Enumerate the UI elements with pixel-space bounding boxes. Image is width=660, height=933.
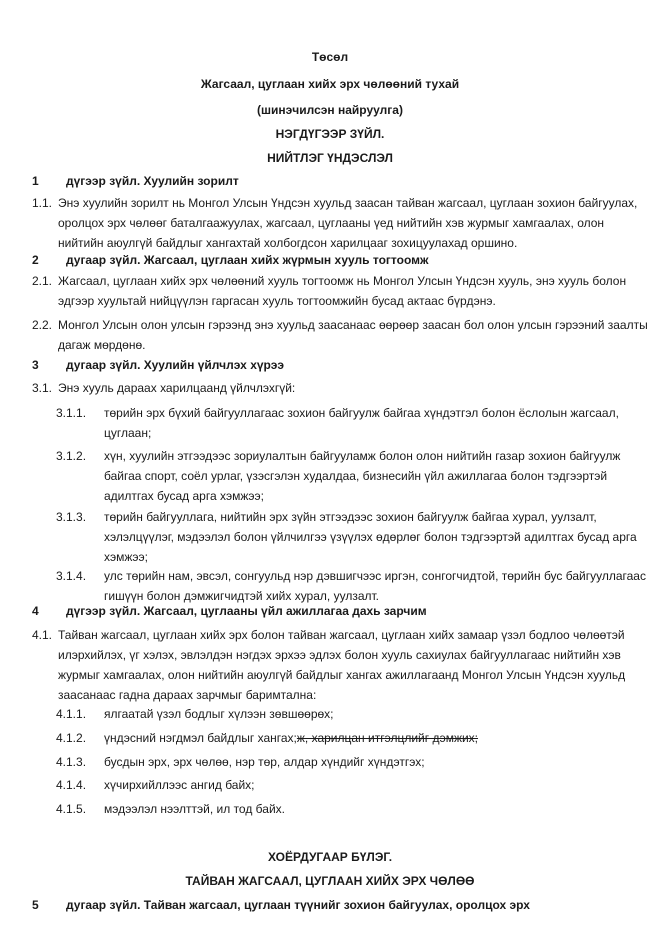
subparagraph-4-1-2 xyxy=(56,728,478,748)
subparagraph-number: 4.1.4. xyxy=(56,778,87,792)
subparagraph-4-1-1 xyxy=(56,704,334,724)
law-subtitle: (шинэчилсэн найруулга) xyxy=(257,103,403,117)
article-3-heading xyxy=(32,358,284,372)
paragraph-text: Монгол Улсын олон улсын гэрээнд энэ хуульд заасанаас өөрөөр заасан бол олон улсын гэрээний заалты xyxy=(58,318,648,332)
paragraph-text: оролцох эрх чөлөөг баталгаажуулах, жагсаал, цуглааны үед нийтийн хэв журмыг хамгаалах, олон xyxy=(58,216,605,230)
subparagraph-text: бусдын эрх, эрх чөлөө, нэр төр, алдар хүндийг хүндэтгэх; xyxy=(104,755,425,769)
subparagraph-3-1-4 xyxy=(56,566,646,606)
subparagraph-text: хүчирхийллээс ангид байх; xyxy=(104,778,255,792)
article-5-heading xyxy=(32,898,530,912)
subparagraph-text: хүн, хуулийн этгээдээс зориулалтын байгууламж болон олон нийтийн газар зохион байгуулж xyxy=(104,449,621,463)
struck-through-text: ж, харилцан итгэлцлийг дэмжих; xyxy=(296,731,479,745)
paragraph-text: дагаж мөрдөнө. xyxy=(58,338,146,352)
paragraph-3-1 xyxy=(32,378,295,398)
paragraph-number: 2.1. xyxy=(32,274,53,288)
subparagraph-4-1-4 xyxy=(56,775,255,795)
subparagraph-text: адилтгах бусад арга хэмжээ; xyxy=(104,489,264,503)
subparagraph-number: 4.1.5. xyxy=(56,802,87,816)
article-number: 1 xyxy=(32,174,39,188)
article-number: 2 xyxy=(32,253,39,267)
subparagraph-text: ялгаатай үзэл бодлыг хүлээн зөвшөөрөх; xyxy=(104,707,334,721)
paragraph-text: илэрхийлэх, үг хэлэх, эвлэлдэн нэгдэх эрхээ эдлэх болон хууль сахиулах байгууллагаас нийтийн хэв xyxy=(58,648,621,662)
subparagraph-4-1-3 xyxy=(56,752,425,772)
article-number: 3 xyxy=(32,358,39,372)
law-title: Жагсаал, цуглаан хийх эрх чөлөөний тухай xyxy=(200,77,460,91)
paragraph-text: заасанаас гадна дараах зарчмыг баримтална: xyxy=(58,688,317,702)
paragraph-text: Жагсаал, цуглаан хийх эрх чөлөөний хууль тогтоомж нь Монгол Улсын Үндсэн хууль, энэ хууль болон xyxy=(58,274,627,288)
subparagraph-text: үндэсний нэгдмэл байдлыг хангах; xyxy=(104,731,297,745)
subparagraph-text: төрийн байгууллага, нийтийн эрх зүйн этгээдээс зохион байгуулж байгаа хурал, уулзалт, xyxy=(104,510,597,524)
subparagraph-number: 4.1.2. xyxy=(56,731,87,745)
subparagraph-text: улс төрийн нам, эвсэл, сонгуульд нэр дэвшигчээс иргэн, сонгогчидтой, төрийн бус байгууллагаас xyxy=(104,569,646,583)
chapter1-number: НЭГДҮГЭЭР ЗҮЙЛ. xyxy=(275,127,385,141)
paragraph-text: Тайван жагсаал, цуглаан хийх эрх болон тайван жагсаал, цуглаан хийх замаар үзэл бодлоо чөлөөтэй xyxy=(58,628,625,642)
paragraph-number: 1.1. xyxy=(32,196,53,210)
subparagraph-3-1-1 xyxy=(56,403,619,443)
subparagraph-3-1-3 xyxy=(56,507,637,567)
article-2-heading xyxy=(32,253,429,267)
paragraph-number: 2.2. xyxy=(32,318,53,332)
article-title: дүгээр зүйл. Хуулийн зорилт xyxy=(66,174,239,188)
paragraph-text: Энэ хуулийн зорилт нь Монгол Улсын Үндсэн хуульд заасан тайван жагсаал, цуглаан зохион байгуулах, xyxy=(58,196,638,210)
article-title: дугаар зүйл. Хуулийн үйлчлэх хүрээ xyxy=(66,358,284,372)
chapter2-number: ХОЁРДУГААР БҮЛЭГ. xyxy=(267,850,393,864)
subparagraph-number: 3.1.1. xyxy=(56,406,87,420)
paragraph-1-1 xyxy=(32,193,637,253)
subparagraph-text: цуглаан; xyxy=(104,426,152,440)
chapter2-name: ТАЙВАН ЖАГСААЛ, ЦУГЛААН ХИЙХ ЭРХ ЧӨЛӨӨ xyxy=(185,874,475,888)
subparagraph-text: хэмжээ; xyxy=(104,550,148,564)
paragraph-4-1 xyxy=(32,625,625,705)
subparagraph-text: хэлэлцүүлэг, мэдээлэл болон үйлчилгээ үзүүлэх өдөрлөг болон тэдгээртэй адилтгах бусад арга xyxy=(104,530,637,544)
subparagraph-number: 3.1.4. xyxy=(56,569,87,583)
paragraph-2-2 xyxy=(32,315,648,355)
subparagraph-text: гишүүн болон дэмжигчидтэй хийх хурал, уулзалт. xyxy=(104,589,379,603)
subparagraph-number: 3.1.3. xyxy=(56,510,87,524)
article-number: 5 xyxy=(32,898,39,912)
article-1-heading xyxy=(32,174,239,188)
draft-label: Төсөл xyxy=(311,50,349,64)
paragraph-2-1 xyxy=(32,271,626,311)
article-title: дүгээр зүйл. Жагсаал, цуглааны үйл ажиллагаа дахь зарчим xyxy=(66,604,427,618)
paragraph-number: 3.1. xyxy=(32,381,53,395)
subparagraph-number: 4.1.3. xyxy=(56,755,87,769)
paragraph-text: нийтийн аюулгүй байдлыг хангахтай холбогдсон харилцааг зохицуулахад оршино. xyxy=(58,236,518,250)
subparagraph-number: 4.1.1. xyxy=(56,707,87,721)
subparagraph-text: байгаа спорт, соёл урлаг, үзэсгэлэн худалдаа, бизнесийн үйл ажиллагаа болон тэдгээртэй xyxy=(104,469,608,483)
paragraph-number: 4.1. xyxy=(32,628,53,642)
article-title: дугаар зүйл. Тайван жагсаал, цуглаан түүнийг зохион байгуулах, оролцох эрх xyxy=(66,898,530,912)
article-title: дугаар зүйл. Жагсаал, цуглаан хийх жүрмын хууль тогтоомж xyxy=(66,253,429,267)
chapter1-name: НИЙТЛЭГ ҮНДЭСЛЭЛ xyxy=(267,151,393,165)
subparagraph-text: мэдээлэл нээлттэй, ил тод байх. xyxy=(104,802,285,816)
paragraph-text: журмыг хамгаалах, олон нийтийн аюулгүй байдлыг хангах ажиллагаанд Монгол Улсын Үндсэн хуульд xyxy=(58,668,626,682)
paragraph-text: эдгээр хуультай нийцүүлэн гаргасан хууль тогтоомжийн бусад актаас бүрдэнэ. xyxy=(58,294,496,308)
subparagraph-text: төрийн эрх бүхий байгууллагаас зохион байгуулж байгаа хүндэтгэл болон ёслолын жагсаал, xyxy=(104,406,619,420)
article-number: 4 xyxy=(32,604,39,618)
paragraph-text: Энэ хууль дараах харилцаанд үйлчлэхгүй: xyxy=(58,381,296,395)
subparagraph-3-1-2 xyxy=(56,446,620,506)
article-4-heading xyxy=(32,604,427,618)
subparagraph-4-1-5 xyxy=(56,799,285,819)
subparagraph-number: 3.1.2. xyxy=(56,449,87,463)
